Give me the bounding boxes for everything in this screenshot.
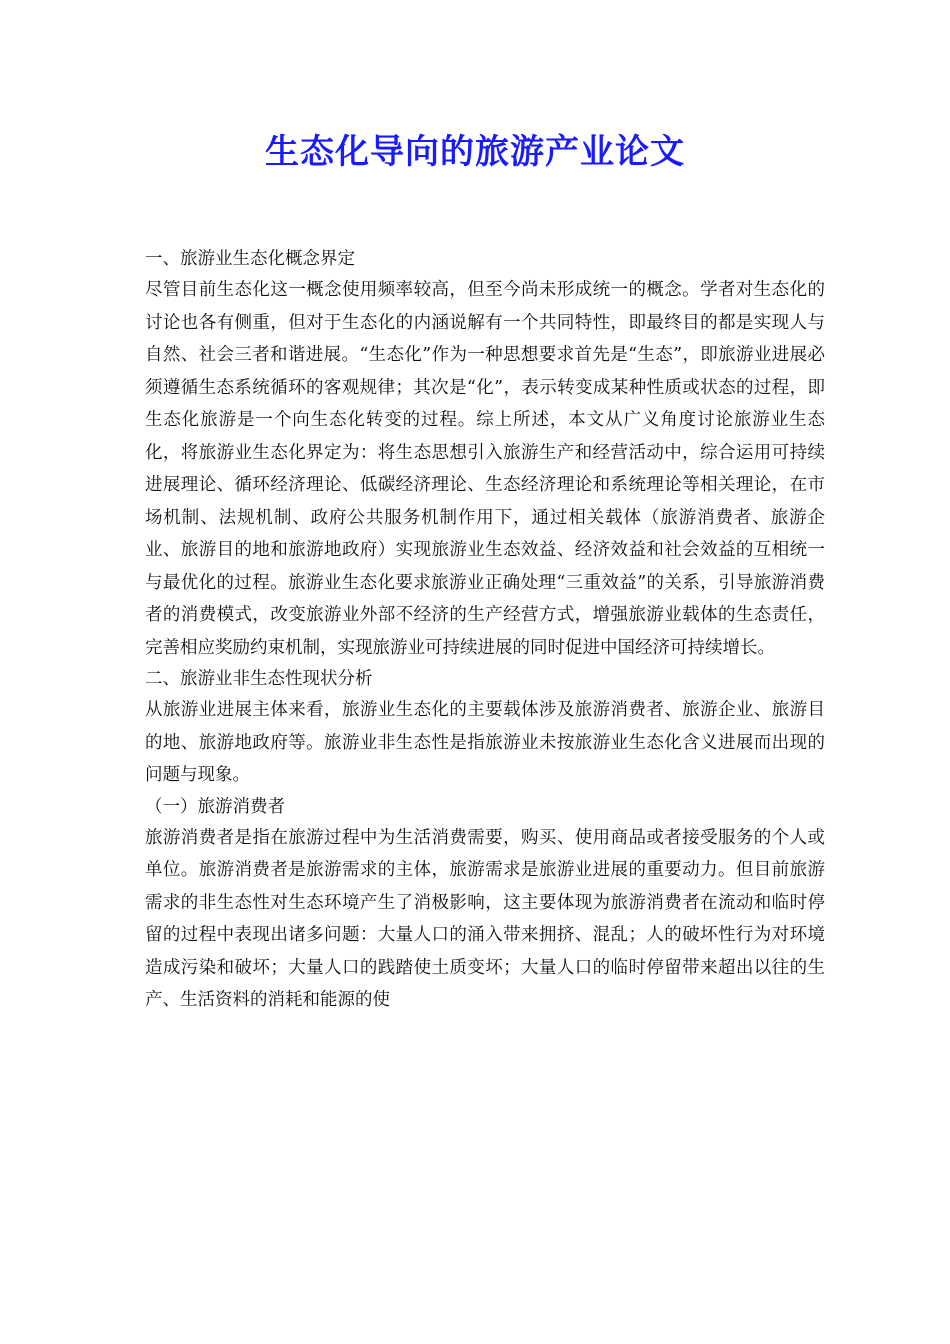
subsection-tourist-consumers-paragraph: 旅游消费者是指在旅游过程中为生活消费需要，购买、使用商品或者接受服务的个人或单位。旅游消费者是旅游需求的主体，旅游需求是旅游业进展的重要动力。但目前旅游需求的非生态性对生态环境产生了消极影响，这主要体现为旅游消费者在流动和临时停留的过程中表现出诸多问题：大量人口的涌入带来拥挤、混乱；人的破坏性行为对环境造成污染和破坏；大量人口的践踏使土质变坏；大量人口的临时停留带来超出以往的生产、生活资料的消耗和能源的使 [145, 827, 825, 1010]
section-2-heading: 二、旅游业非生态性现状分析 [145, 669, 373, 689]
document-body [145, 244, 825, 1017]
section-1-heading: 一、旅游业生态化概念界定 [145, 249, 355, 269]
section-1-paragraph: 尽管目前生态化这一概念使用频率较高，但至今尚未形成统一的概念。学者对生态化的讨论也各有侧重，但对于生态化的内涵说解有一个共同特性，即最终目的都是实现人与自然、社会三者和谐进展。“生态化”作为一种思想要求首先是“生态”，即旅游业进展必须遵循生态系统循环的客观规律；其次是“化”，表示转变成某种性质或状态的过程，即生态化旅游是一个向生态化转变的过程。综上所述，本文从广义角度讨论旅游业生态化，将旅游业生态化界定为：将生态思想引入旅游生产和经营活动中，综合运用可持续进展理论、循环经济理论、低碳经济理论、生态经济理论和系统理论等相关理论，在市场机制、法规机制、政府公共服务机制作用下，通过相关载体（旅游消费者、旅游企业、旅游目的地和旅游地政府）实现旅游业生态效益、经济效益和社会效益的互相统一与最优化的过程。旅游业生态化要求旅游业正确处理“三重效益”的关系，引导旅游消费者的消费模式，改变旅游业外部不经济的生产经营方式，增强旅游业载体的生态责任，完善相应奖励约束机制，实现旅游业可持续进展的同时促进中国经济可持续增长。 [145, 280, 825, 658]
section-2-paragraph: 从旅游业进展主体来看，旅游业生态化的主要载体涉及旅游消费者、旅游企业、旅游目的地、旅游地政府等。旅游业非生态性是指旅游业未按旅游业生态化含义进展而出现的问题与现象。 [145, 700, 825, 785]
subsection-tourist-consumers-heading: （一）旅游消费者 [145, 796, 285, 817]
document-title: 生态化导向的旅游产业论文 [265, 132, 685, 172]
